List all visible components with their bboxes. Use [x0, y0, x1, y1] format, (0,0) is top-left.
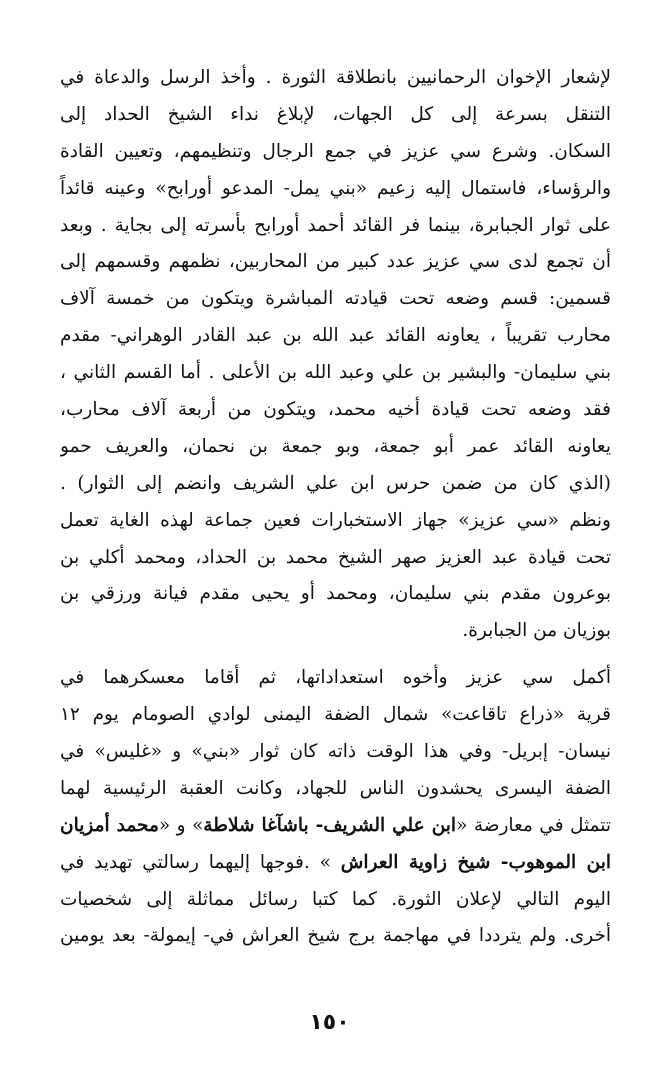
- text-line: ونظم «سي عزيز» جهاز الاستخبارات فعين جماعة لهذه الغاية تعمل: [60, 509, 611, 531]
- text-line-with-bold: [60, 845, 611, 882]
- text-line: بوزيان من الجبابرة.: [462, 620, 611, 642]
- bold-name: ابن الموهوب- شيخ زاوية العراش: [340, 851, 611, 873]
- text-run: » .فوجها إليهما رسالتي تهديد في: [60, 851, 341, 873]
- text-line: قسمين: قسم وضعه تحت قيادته المباشرة ويتكون من خمسة آلاف: [60, 288, 611, 310]
- text-line: أخرى. ولم يترددا في مهاجمة برج شيخ العراش في- إيمولة- بعد يومين: [60, 925, 611, 947]
- text-line: بوعرون مقدم بني سليمان، ومحمد أو يحيى مقدم فيانة ورزقي بن: [60, 583, 611, 605]
- text-line: التنقل بسرعة إلى كل الجهات، لإبلاغ نداء الشيخ الحداد إلى: [60, 103, 611, 125]
- text-run: » و «: [158, 814, 204, 836]
- paragraph: [60, 60, 611, 650]
- text-line: نيسان- إبريل- وفي هذا الوقت ذاته كان ثوار «بني» و «غليس» في: [60, 741, 611, 763]
- text-line: يعاونه القائد عمر أبو جمعة، وبو جمعة بن نحمان، والعريف حمو: [60, 435, 611, 457]
- text-line: أن تجمع لدى سي عزيز عدد كبير من المحاربين، نظمهم وقسمهم إلى: [60, 251, 611, 273]
- text-line: قرية «ذراع تاقاعت» شمال الضفة اليمنى لوادي الصومام يوم ١٢: [60, 704, 611, 726]
- paragraph-gap: [60, 650, 611, 660]
- text-line: لإشعار الإخوان الرحمانيين بانطلاقة الثورة . وأخذ الرسل والدعاة في: [60, 67, 611, 88]
- text-line-with-bold: [60, 808, 611, 845]
- text-run: تتمثل في معارضة «: [456, 814, 611, 836]
- text-line: اليوم التالي لإعلان الثورة. كما كتبا رسائل مماثلة إلى شخصيات: [60, 888, 611, 910]
- text-line: السكان. وشرع سي عزيز في جمع الرجال وتنظيمهم، وتعيين القادة: [60, 140, 611, 162]
- text-line: على ثوار الجبابرة، بينما فر القائد أحمد أورابح بأسرته إلى بجاية . وبعد: [60, 214, 611, 236]
- text-line: أكمل سي عزيز وأخوه استعداداتها، ثم أقاما معسكرهما في: [60, 667, 611, 689]
- text-line: فقد وضعه تحت قيادة أخيه محمد، ويتكون من أربعة آلاف محارب،: [60, 399, 611, 421]
- text-line: محارب تقريباً ، يعاونه القائد عبد الله بن عبد القادر الوهراني- مقدم: [60, 325, 611, 347]
- text-line: والرؤساء، فاستمال إليه زعيم «بني يمل- المدعو أورابح» وعينه قائداً: [60, 177, 611, 199]
- text-line: الضفة اليسرى يحشدون الناس للجهاد، وكانت العقبة الرئيسية لهما: [60, 777, 611, 799]
- body-text: [60, 60, 611, 955]
- page-number: ١٥٠: [309, 1010, 350, 1035]
- bold-name: محمد أمزيان: [60, 814, 159, 836]
- bold-name: ابن علي الشريف- باشآغا شلاطة: [203, 814, 457, 836]
- text-line: بني سليمان- والبشير بن علي وعبد الله بن الأعلى . أما القسم الثاني ،: [60, 362, 611, 384]
- paragraph: [60, 660, 611, 955]
- text-line: تحت قيادة عبد العزيز صهر الشيخ محمد بن الحداد، ومحمد أكلي بن: [60, 546, 611, 568]
- text-line: (الذي كان من ضمن حرس ابن علي الشريف وانضم إلى الثوار) .: [60, 472, 611, 494]
